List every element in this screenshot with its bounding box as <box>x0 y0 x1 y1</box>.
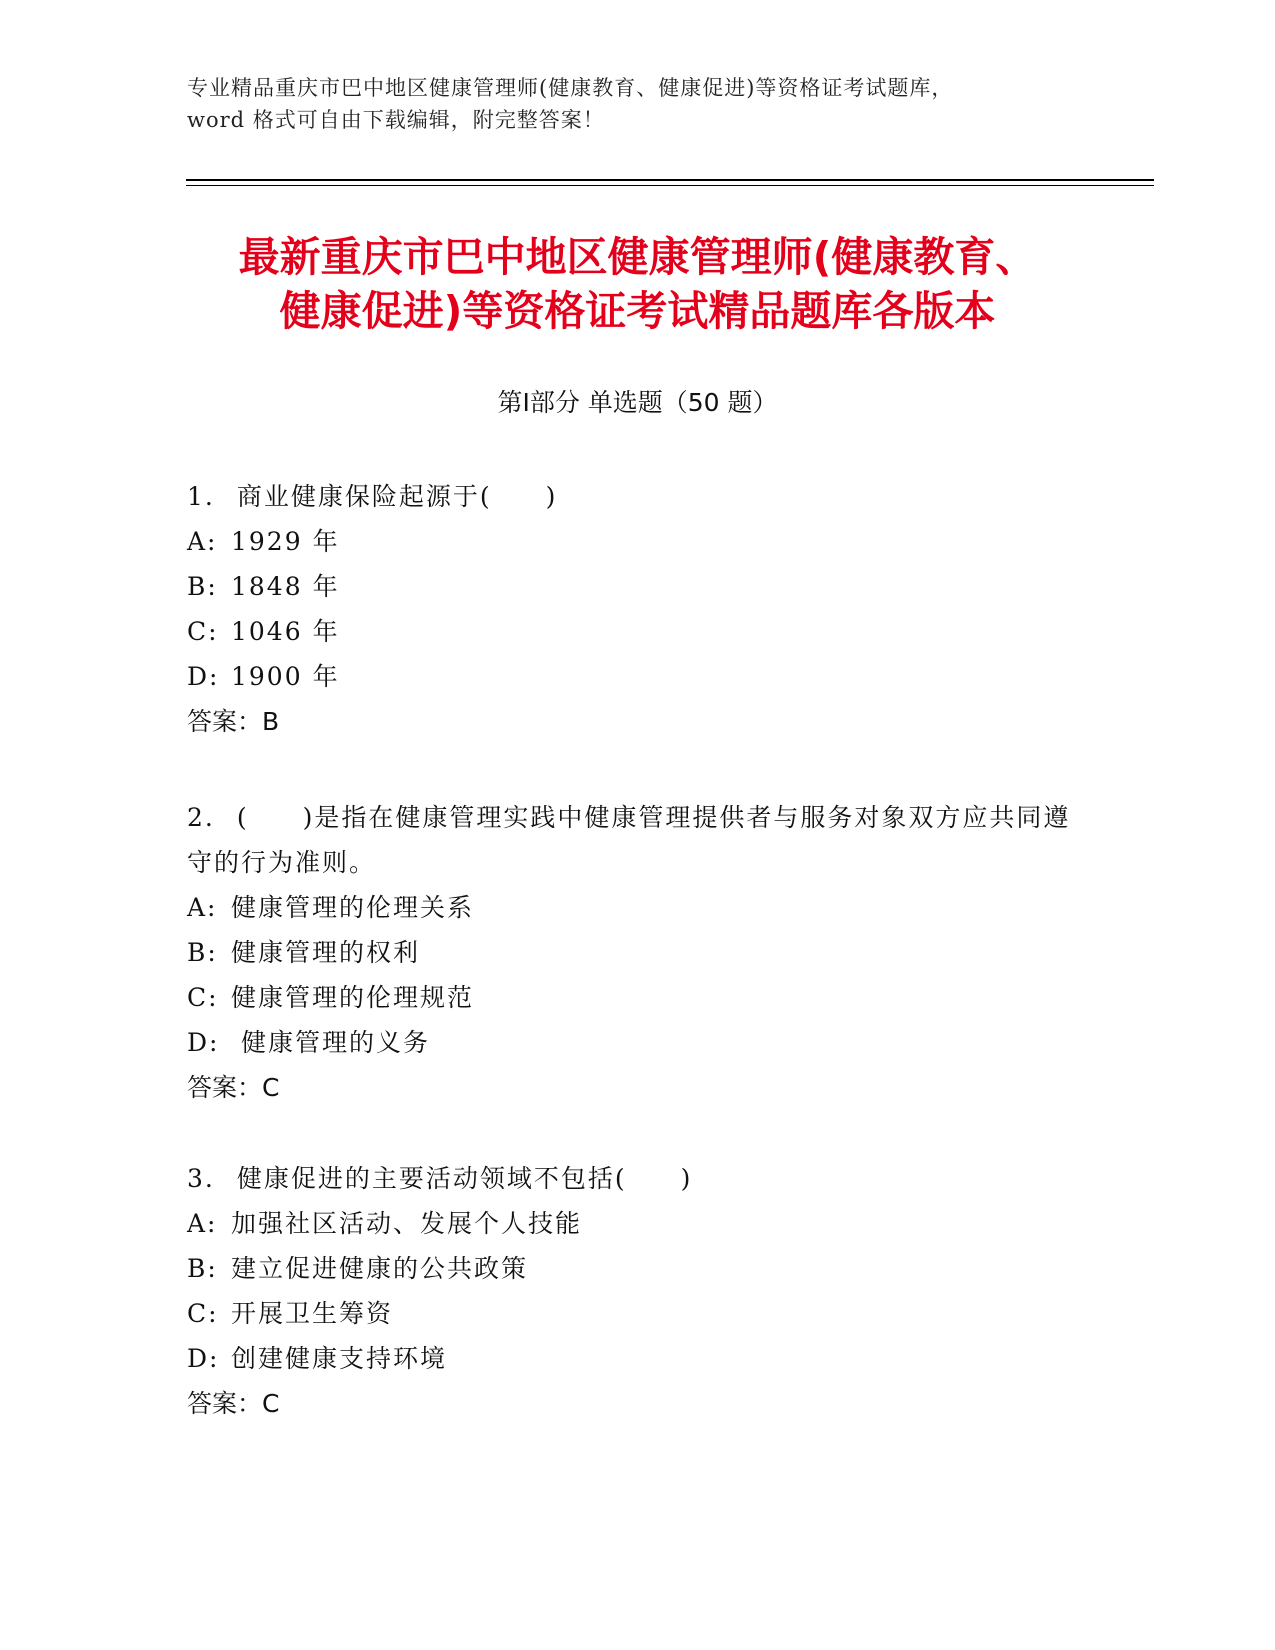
question-number: 3. <box>187 1164 215 1193</box>
option-text: 创建健康支持环境 <box>231 1344 448 1373</box>
option-b <box>187 1246 1087 1291</box>
option-c <box>187 975 1087 1020</box>
option-d <box>187 654 1087 699</box>
question-1 <box>187 474 1087 744</box>
section-title: 第Ⅰ部分 单选题（50 题） <box>497 388 778 417</box>
option-text: 1848 年 <box>231 572 340 601</box>
option-b <box>187 930 1087 975</box>
option-text: 健康管理的伦理规范 <box>231 983 475 1012</box>
header-divider-thick <box>186 179 1154 181</box>
question-3 <box>187 1156 1087 1426</box>
option-text: 健康管理的权利 <box>231 938 421 967</box>
option-key: B: <box>187 1254 218 1283</box>
question-stem <box>187 1156 1087 1201</box>
option-key: C: <box>187 1299 219 1328</box>
option-a <box>187 519 1087 564</box>
question-stem <box>187 795 1087 885</box>
option-b <box>187 564 1087 609</box>
question-text: ( )是指在健康管理实践中健康管理提供者与服务对象双方应共同遵守的行为准则。 <box>187 803 1071 877</box>
option-text: 健康管理的义务 <box>231 1028 430 1057</box>
option-key: B: <box>187 938 218 967</box>
option-key: A: <box>187 1209 218 1238</box>
header-divider-thin <box>186 185 1154 186</box>
option-text: 健康管理的伦理关系 <box>231 893 475 922</box>
question-text: 健康促进的主要活动领域不包括( ) <box>236 1164 693 1193</box>
answer-text: 答案：C <box>187 1389 280 1418</box>
option-key: A: <box>187 893 218 922</box>
option-d <box>187 1020 1087 1065</box>
option-key: A: <box>187 527 218 556</box>
header-line-2: word 格式可自由下载编辑，附完整答案！ <box>187 108 605 132</box>
option-key: D: <box>187 1028 220 1057</box>
option-key: B: <box>187 572 218 601</box>
answer-text: 答案：C <box>187 1073 280 1102</box>
option-key: D: <box>187 662 220 691</box>
option-key: C: <box>187 983 219 1012</box>
option-d <box>187 1336 1087 1381</box>
option-text: 开展卫生筹资 <box>231 1299 394 1328</box>
question-2 <box>187 795 1087 1110</box>
question-stem <box>187 474 1087 519</box>
option-text: 1900 年 <box>231 662 340 691</box>
option-key: D: <box>187 1344 220 1373</box>
document-title-line-1: 最新重庆市巴中地区健康管理师(健康教育、 <box>238 233 1037 281</box>
document-header <box>187 72 1087 136</box>
option-key: C: <box>187 617 219 646</box>
option-c <box>187 609 1087 654</box>
option-text: 1046 年 <box>231 617 340 646</box>
question-number: 2. <box>187 803 215 832</box>
option-text: 建立促进健康的公共政策 <box>231 1254 529 1283</box>
document-title <box>150 230 1125 338</box>
option-a <box>187 885 1087 930</box>
question-number: 1. <box>187 482 215 511</box>
question-text: 商业健康保险起源于( ) <box>236 482 558 511</box>
option-text: 1929 年 <box>231 527 340 556</box>
option-text: 加强社区活动、发展个人技能 <box>231 1209 583 1238</box>
option-a <box>187 1201 1087 1246</box>
answer-text: 答案：B <box>187 707 280 736</box>
document-title-line-2: 健康促进)等资格证考试精品题库各版本 <box>279 287 996 335</box>
header-line-1: 专业精品重庆市巴中地区健康管理师(健康教育、健康促进)等资格证考试题库， <box>187 76 954 100</box>
option-c <box>187 1291 1087 1336</box>
